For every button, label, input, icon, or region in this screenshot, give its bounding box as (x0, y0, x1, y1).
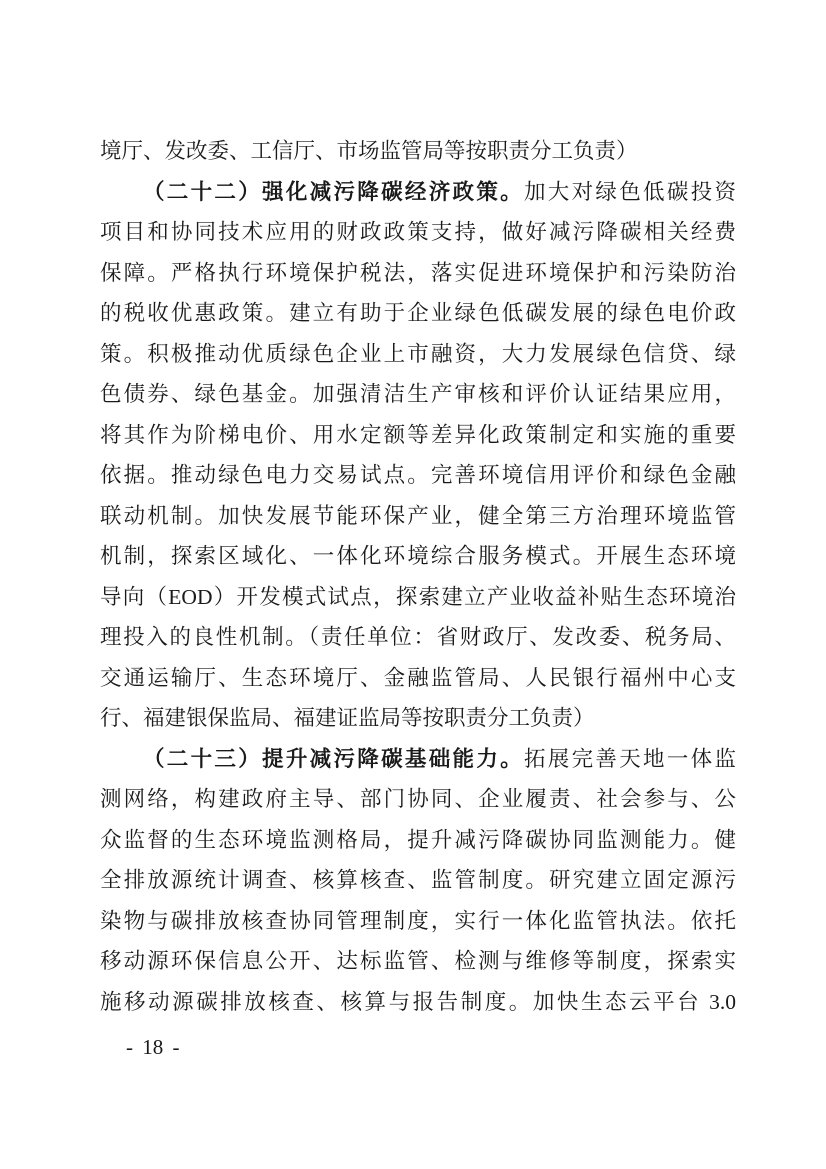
text-line (100, 212, 736, 253)
document-body (100, 131, 736, 1022)
line-text: 交通运输厅、生态环境厅、金融监管局、人民银行福州中心支 (100, 665, 736, 690)
text-line (100, 658, 736, 699)
line-text: 测网络，构建政府主导、部门协同、企业履责、社会参与、公 (100, 787, 736, 811)
text-line (100, 253, 736, 294)
line-text: 加大对绿色低碳投资 (523, 179, 736, 204)
text-line (100, 334, 736, 375)
line-text: 施移动源碳排放核查、核算与报告制度。加快生态云平台 3.0 (100, 989, 736, 1014)
line-text: 联动机制。加快发展节能环保产业，健全第三方治理环境监管 (100, 503, 736, 528)
text-line (100, 455, 736, 496)
line-text: 机制，探索区域化、一体化环境综合服务模式。开展生态环境 (100, 544, 736, 568)
line-text: 行、福建银保监局、福建证监局等按职责分工负责） (100, 706, 595, 730)
text-line (100, 901, 736, 942)
text-line (100, 941, 736, 982)
line-text: 境厅、发改委、工信厅、市场监管局等按职责分工负责） (100, 139, 638, 163)
line-text: 染物与碳排放核查协同管理制度，实行一体化监管执法。依托 (100, 908, 736, 933)
text-line (100, 820, 736, 861)
line-text: 的税收优惠政策。建立有助于企业绿色低碳发展的绿色电价政 (100, 301, 736, 325)
text-line (100, 779, 736, 820)
line-text: 理投入的良性机制。（责任单位：省财政厅、发改委、税务局、 (100, 625, 736, 649)
text-line (100, 293, 736, 334)
line-text: 拓展完善天地一体监 (523, 746, 736, 771)
text-line (100, 617, 736, 658)
text-line (100, 860, 736, 901)
text-line (100, 415, 736, 456)
text-line (100, 374, 736, 415)
text-line (100, 536, 736, 577)
text-line (100, 739, 736, 780)
line-text: 移动源环保信息公开、达标监管、检测与维修等制度，探索实 (100, 949, 736, 973)
page-number: - 18 - (126, 1035, 180, 1059)
section-heading: （二十三）提升减污降碳基础能力。 (143, 746, 524, 771)
line-text: 导向（EOD）开发模式试点，探索建立产业收益补贴生态环境治 (100, 584, 736, 609)
line-text: 保障。严格执行环境保护税法，落实促进环境保护和污染防治 (100, 260, 736, 285)
section-heading: （二十二）强化减污降碳经济政策。 (143, 179, 524, 204)
text-line (100, 577, 736, 618)
line-text: 依据。推动绿色电力交易试点。完善环境信用评价和绿色金融 (100, 463, 736, 487)
text-line (100, 172, 736, 213)
text-line (100, 698, 736, 739)
text-line (100, 982, 736, 1023)
line-text: 众监督的生态环境监测格局，提升减污降碳协同监测能力。健 (100, 827, 736, 852)
line-text: 策。积极推动优质绿色企业上市融资，大力发展绿色信贷、绿 (100, 341, 736, 366)
line-text: 色债券、绿色基金。加强清洁生产审核和评价认证结果应用， (100, 382, 736, 406)
text-line (100, 131, 736, 172)
line-text: 项目和协同技术应用的财政政策支持，做好减污降碳相关经费 (100, 220, 736, 244)
text-line (100, 496, 736, 537)
line-text: 全排放源统计调查、核算核查、监管制度。研究建立固定源污 (100, 868, 736, 892)
line-text: 将其作为阶梯电价、用水定额等差异化政策制定和实施的重要 (100, 422, 736, 447)
